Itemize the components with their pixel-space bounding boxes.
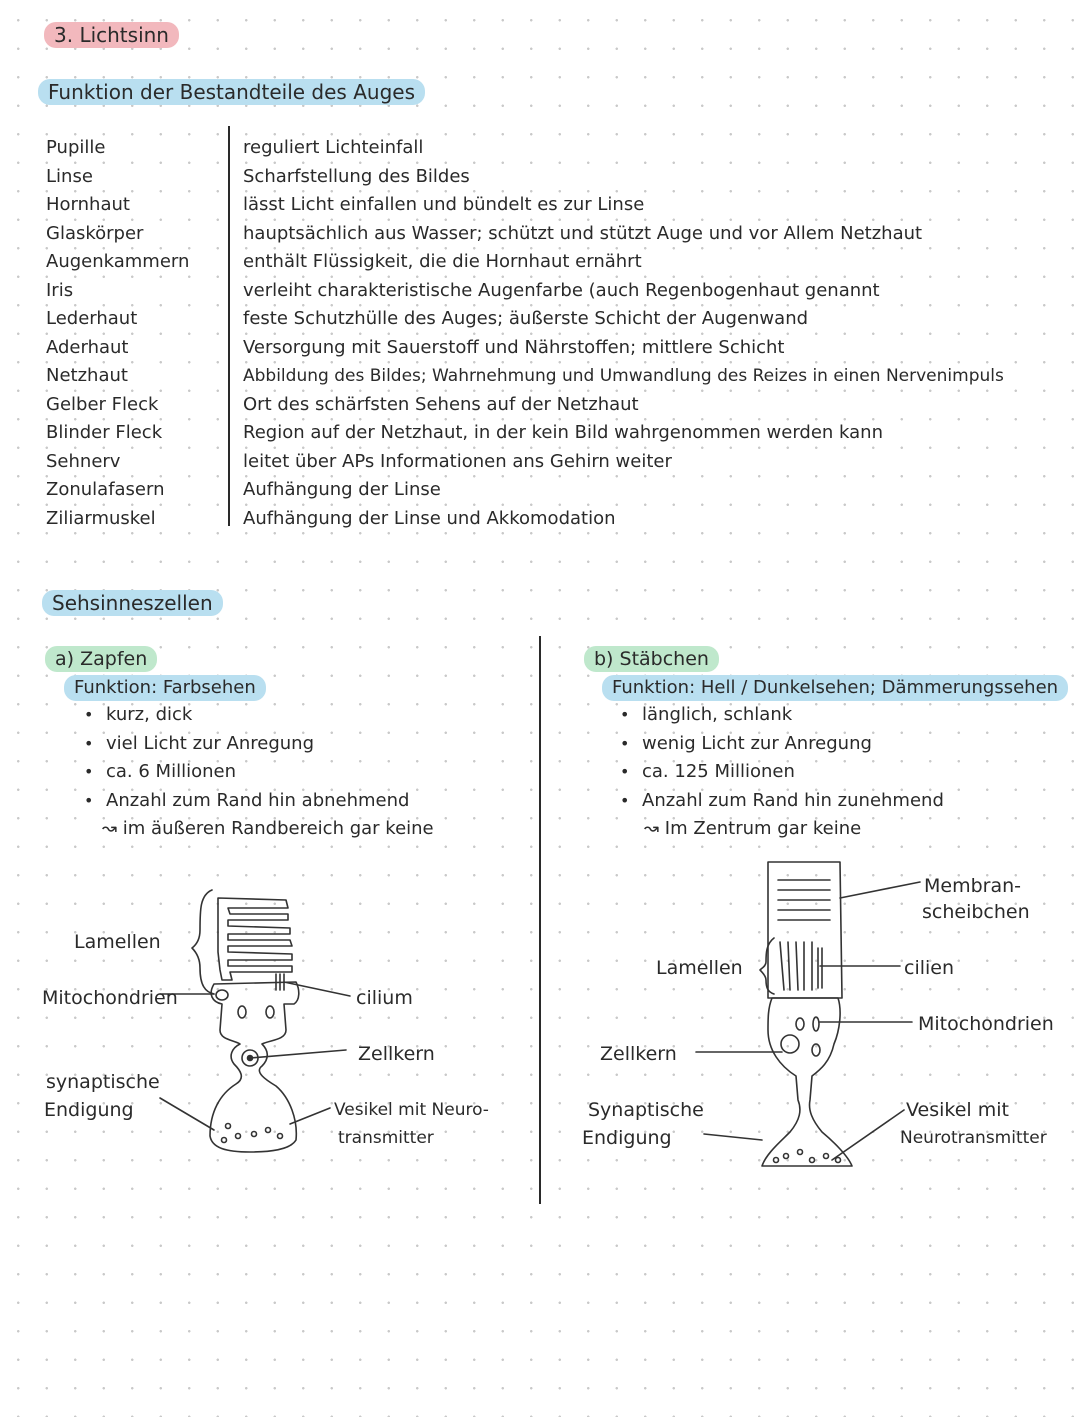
label-zellkern: Zellkern <box>358 1043 435 1065</box>
list-item-sub: ↝ im äußeren Randbereich gar keine <box>102 818 434 839</box>
label-scheibchen: scheibchen <box>922 901 1030 923</box>
list-item: • Anzahl zum Rand hin zunehmend <box>620 787 944 816</box>
definition: Ort des schärfsten Sehens auf der Netzhaut <box>243 393 639 415</box>
label-lamellen: Lamellen <box>656 957 743 979</box>
term: Zonulafasern <box>46 479 165 500</box>
list-item: • länglich, schlank <box>620 701 944 730</box>
section-heading-sehsinneszellen: Sehsinneszellen <box>42 590 223 616</box>
definition: leitet über APs Informationen ans Gehirn weiter <box>243 450 672 472</box>
label-mitochondrien: Mitochondrien <box>918 1013 1054 1035</box>
label-zellkern: Zellkern <box>600 1043 677 1065</box>
definition: hauptsächlich aus Wasser; schützt und stützt Auge und vor Allem Netzhaut <box>243 222 923 244</box>
label-endigung: Endigung <box>44 1099 134 1121</box>
definition: Scharfstellung des Bildes <box>243 165 470 187</box>
label-endigung: Endigung <box>582 1127 672 1149</box>
term: Aderhaut <box>46 336 129 358</box>
list-item: • ca. 6 Millionen <box>84 758 434 787</box>
label-cilium: cilium <box>356 987 413 1009</box>
term: Sehnerv <box>46 450 121 472</box>
term: Linse <box>46 165 93 187</box>
term: Blinder Fleck <box>46 422 163 443</box>
staebchen-funktion: Funktion: Hell / Dunkelsehen; Dämmerungssehen <box>602 675 1068 701</box>
staebchen-heading: b) Stäbchen <box>584 646 719 672</box>
list-item-sub: ↝ Im Zentrum gar keine <box>644 818 862 839</box>
term: Glaskörper <box>46 222 144 244</box>
label-vesikel: Vesikel mit Neuro- <box>334 1100 489 1120</box>
definition: Abbildung des Bildes; Wahrnehmung und Umwandlung des Reizes in einen Nervenimpuls <box>243 366 1004 386</box>
list-item: • wenig Licht zur Anregung <box>620 730 944 759</box>
term: Pupille <box>46 137 106 158</box>
label-membran: Membran- <box>924 875 1022 897</box>
label-cilien: cilien <box>904 957 955 979</box>
definition: Aufhängung der Linse <box>243 479 441 500</box>
term: Netzhaut <box>46 365 128 386</box>
definition: Versorgung mit Sauerstoff und Nährstoffen; mittlere Schicht <box>243 336 785 358</box>
definition: Region auf der Netzhaut, in der kein Bild wahrgenommen werden kann <box>243 422 883 443</box>
label-transmitter: transmitter <box>338 1128 434 1148</box>
definition: Aufhängung der Linse und Akkomodation <box>243 507 616 529</box>
label-neurotransmitter: Neurotransmitter <box>900 1128 1047 1148</box>
term: Gelber Fleck <box>46 393 159 415</box>
zapfen-heading: a) Zapfen <box>45 646 157 672</box>
term: Ziliarmuskel <box>46 507 156 529</box>
list-item: • Anzahl zum Rand hin abnehmend <box>84 787 434 816</box>
label-synaptische: Synaptische <box>588 1099 704 1121</box>
definition: lässt Licht einfallen und bündelt es zur Linse <box>243 194 645 215</box>
definition: feste Schutzhülle des Auges; äußerste Schicht der Augenwand <box>243 308 809 329</box>
section-heading-bestandteile: Funktion der Bestandteile des Auges <box>38 79 425 105</box>
term: Lederhaut <box>46 308 138 329</box>
term: Iris <box>46 279 74 301</box>
label-synaptische: synaptische <box>46 1071 160 1093</box>
definition: enthält Flüssigkeit, die die Hornhaut ernährt <box>243 251 642 272</box>
page-title: 3. Lichtsinn <box>44 22 179 48</box>
list-item: • viel Licht zur Anregung <box>84 730 434 759</box>
label-lamellen: Lamellen <box>74 931 161 953</box>
list-item: • ca. 125 Millionen <box>620 758 944 787</box>
definition: verleiht charakteristische Augenfarbe (auch Regenbogenhaut genannt <box>243 279 880 301</box>
label-vesikel: Vesikel mit <box>906 1099 1009 1121</box>
zapfen-funktion: Funktion: Farbsehen <box>64 675 266 701</box>
list-item: • kurz, dick <box>84 701 434 730</box>
definition: reguliert Lichteinfall <box>243 137 424 158</box>
label-mitochondrien: Mitochondrien <box>42 987 178 1009</box>
term: Augenkammern <box>46 251 190 272</box>
term: Hornhaut <box>46 194 130 215</box>
